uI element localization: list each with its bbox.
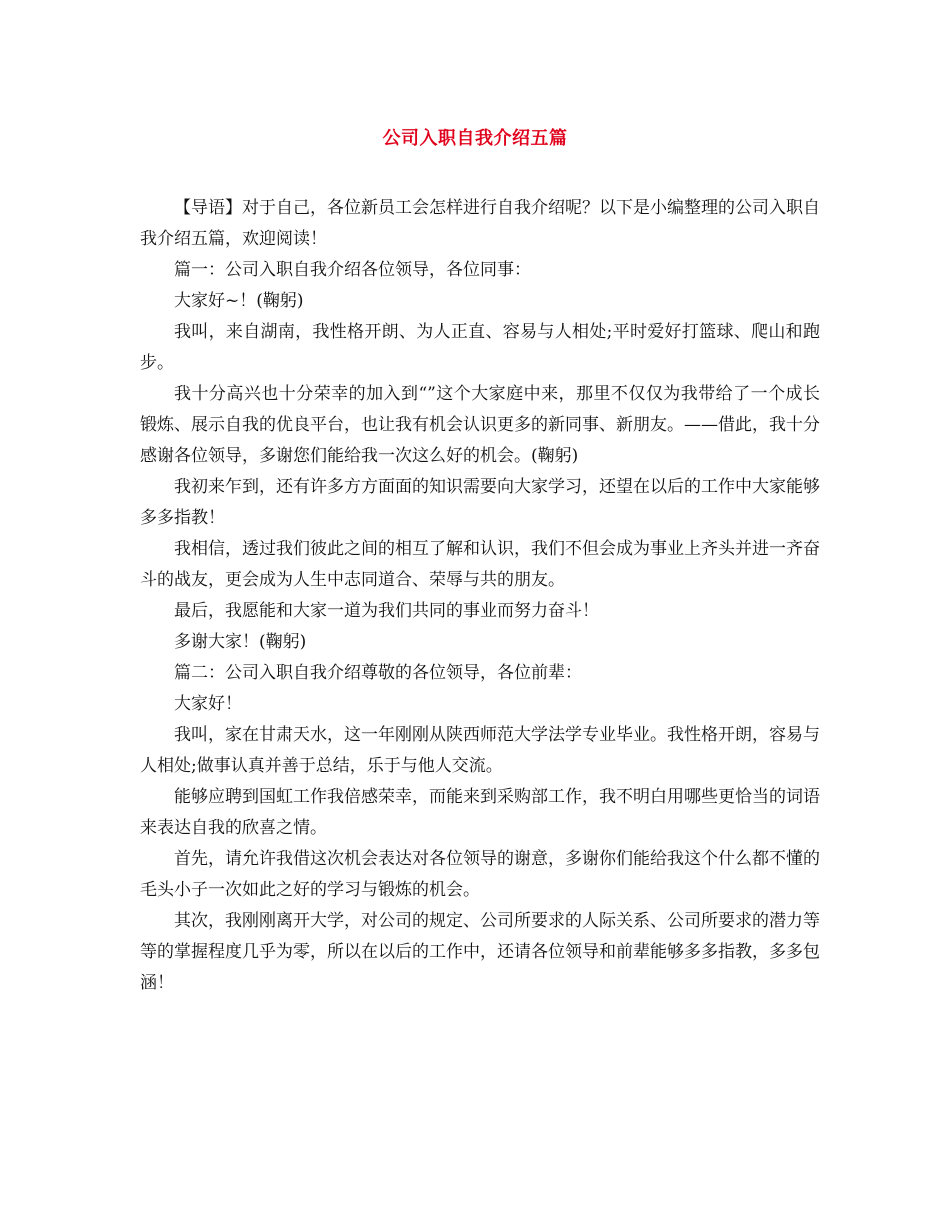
paragraph-section-one-heading: 篇一：公司入职自我介绍各位领导，各位同事： <box>174 260 531 280</box>
paragraph-belief: 我相信，透过我们彼此之间的相互了解和认识，我们不但会成为事业上齐头并进一齐奋斗的战友，更会成为人生中志同道合、荣辱与共的朋友。 <box>140 539 820 590</box>
document-body <box>140 193 820 999</box>
paragraph-greeting-one: 大家好~！(鞠躬) <box>174 291 304 311</box>
document-title: 公司入职自我介绍五篇 <box>382 128 568 149</box>
paragraph-closing-one: 最后，我愿能和大家一道为我们共同的事业而努力奋斗！ <box>174 601 599 621</box>
paragraph-second-request: 其次，我刚刚离开大学，对公司的规定、公司所要求的人际关系、公司所要求的潜力等等的掌握程度几乎为零，所以在以后的工作中，还请各位领导和前辈能够多多指教，多多包涵！ <box>140 911 820 993</box>
paragraph-intro: 【导语】对于自己，各位新员工会怎样进行自我介绍呢？以下是小编整理的公司入职自我介绍五篇，欢迎阅读！ <box>140 198 820 249</box>
paragraph-joining-thanks: 我十分高兴也十分荣幸的加入到“”这个大家庭中来，那里不仅仅为我带给了一个成长锻炼、展示自我的优良平台，也让我有机会认识更多的新同事、新朋友。——借此，我十分感谢各位领导，多谢您们能给我一次这么好的机会。(鞠躬) <box>140 384 820 466</box>
paragraph-learning: 我初来乍到，还有许多方方面面的知识需要向大家学习，还望在以后的工作中大家能够多多指教！ <box>140 477 820 528</box>
paragraph-self-intro-one: 我叫，来自湖南，我性格开朗、为人正直、容易与人相处;平时爱好打篮球、爬山和跑步。 <box>140 322 820 373</box>
paragraph-thanks-one: 多谢大家！(鞠躬) <box>174 632 307 652</box>
paragraph-honor: 能够应聘到国虹工作我倍感荣幸，而能来到采购部工作，我不明白用哪些更恰当的词语来表达自我的欣喜之情。 <box>140 787 820 838</box>
paragraph-section-two-heading: 篇二：公司入职自我介绍尊敬的各位领导，各位前辈： <box>174 663 582 683</box>
paragraph-first-thanks: 首先，请允许我借这次机会表达对各位领导的谢意，多谢你们能给我这个什么都不懂的毛头小子一次如此之好的学习与锻炼的机会。 <box>140 849 820 900</box>
paragraph-self-intro-two: 我叫，家在甘肃天水，这一年刚刚从陕西师范大学法学专业毕业。我性格开朗，容易与人相处;做事认真并善于总结，乐于与他人交流。 <box>140 725 820 776</box>
paragraph-greeting-two: 大家好！ <box>174 694 242 714</box>
